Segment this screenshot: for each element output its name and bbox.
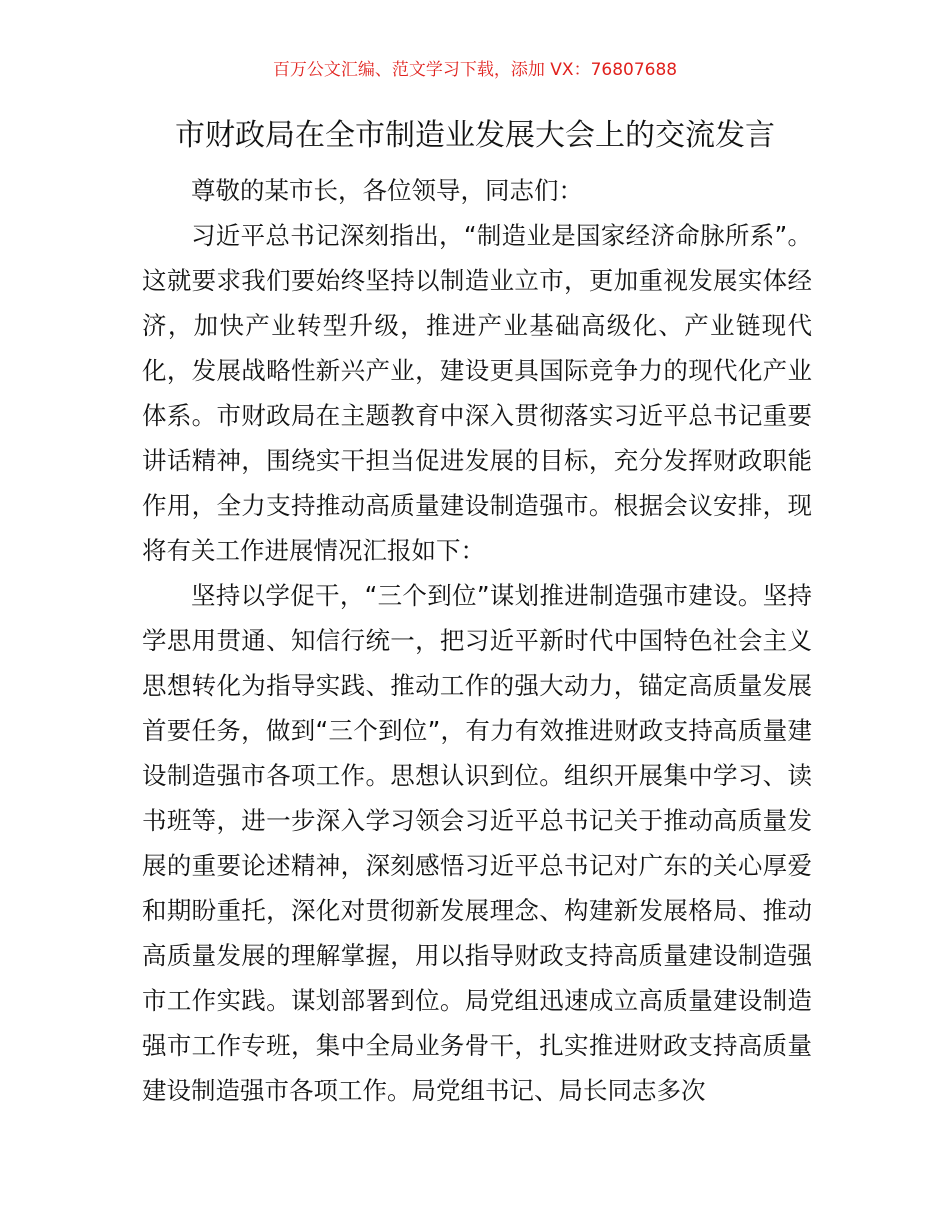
promo-banner: 百万公文汇编、范文学习下载，添加 VX：76807688: [272, 60, 678, 80]
paragraph: 坚持以学促干，“三个到位”谋划推进制造强市建设。坚持学思用贯通、知信行统一，把习近平新时代中国特色社会主义思想转化为指导实践、推动工作的强大动力，锚定高质量发展首要任务，做到“三个到位”，有力有效推进财政支持高质量建设制造强市各项工作。思想认识到位。组织开展集中学习、读书班等，进一步深入学习领会习近平总书记关于推动高质量发展的重要论述精神，深刻感悟习近平总书记对广东的关心厚爱和期盼重托，深化对贯彻新发展理念、构建新发展格局、推动高质量发展的理解掌握，用以指导财政支持高质量建设制造强市工作实践。谋划部署到位。局党组迅速成立高质量建设制造强市工作专班，集中全局业务骨干，扎实推进财政支持高质量建设制造强市各项工作。局党组书记、局长同志多次: [142, 581, 812, 1105]
paragraph: 习近平总书记深刻指出，“制造业是国家经济命脉所系”。这就要求我们要始终坚持以制造业立市，更加重视发展实体经济，加快产业转型升级，推进产业基础高级化、产业链现代化，发展战略性新兴产业，建设更具国际竞争力的现代化产业体系。市财政局在主题教育中深入贯彻落实习近平总书记重要讲话精神，围绕实干担当促进发展的目标，充分发挥财政职能作用，全力支持推动高质量建设制造强市。根据会议安排，现将有关工作进展情况汇报如下：: [142, 221, 812, 565]
salutation: 尊敬的某市长，各位领导，同志们：: [191, 176, 583, 205]
document-body: [142, 168, 812, 1113]
document-title: 市财政局在全市制造业发展大会上的交流发言: [175, 118, 775, 153]
